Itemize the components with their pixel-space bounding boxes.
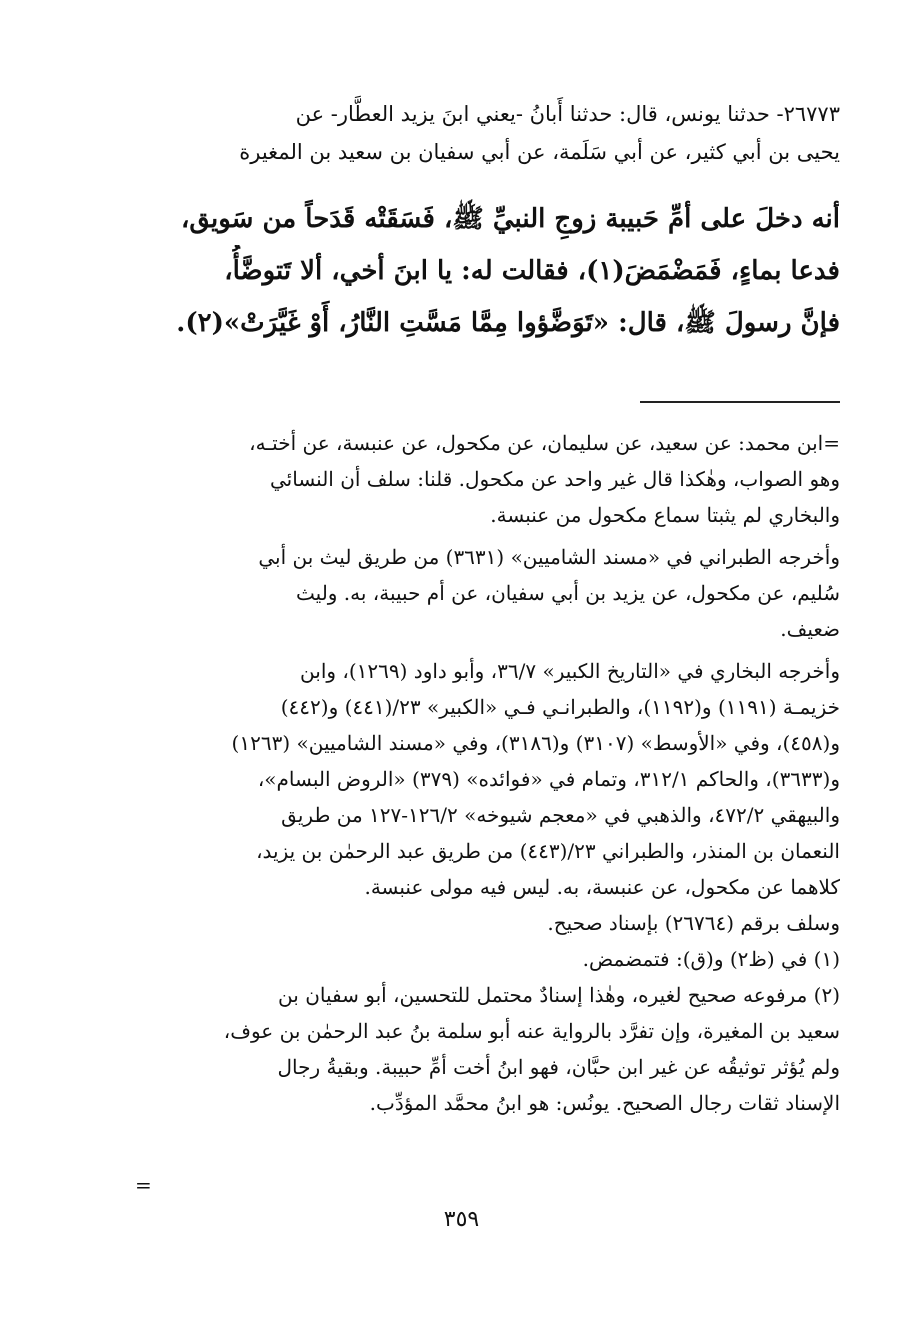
footnote-line: سعيد بن المغيرة، وإن تفرَّد بالرواية عنه أبو سلمة بنُ عبد الرحمٰن بن عوف، [223, 1019, 840, 1043]
footnote-line: وأخرجه البخاري في «التاريخ الكبير» ٣٦/٧، وأبو داود (١٢٦٩)، وابن [300, 659, 840, 683]
footnote-line: كلاهما عن مكحول، عن عنبسة، به. ليس فيه مولى عنبسة. [364, 875, 840, 899]
continuation-mark: = [135, 1173, 152, 1197]
chain-line: ٢٦٧٧٣- حدثنا يونس، قال: حدثنا أَبانُ -يعني ابنَ يزيد العطَّار- عن [295, 102, 840, 126]
footnote-2 [140, 977, 840, 1121]
hadith-text [140, 193, 840, 349]
text-line: فإنَّ رسولَ ﷺ، قال: «تَوَضَّؤوا مِمَّا مَسَّتِ النَّارُ، أَوْ غَيَّرَتْ»(٢). [176, 308, 840, 338]
footnote-paragraph [140, 425, 840, 533]
footnotes [140, 425, 840, 1121]
footnote-line: وهو الصواب، وهٰكذا قال غير واحد عن مكحول. قلنا: سلف أن النسائي [269, 467, 840, 491]
footnote-line: =ابن محمد: عن سعيد، عن سليمان، عن مكحول، عن عنبسة، عن أختـه، [249, 431, 840, 455]
footnote-line: والبيهقي ٤٧٢/٢، والذهبي في «معجم شيوخه» ١٢٦/٢-١٢٧ من طريق [281, 803, 840, 827]
footnote-line: سُليم، عن مكحول، عن يزيد بن أبي سفيان، عن أم حبيبة، به. وليث [296, 581, 840, 605]
footnote-line: (٢) مرفوعه صحيح لغيره، وهٰذا إسنادٌ محتمل للتحسين، أبو سفيان بن [278, 983, 840, 1007]
footnote-line: و(٣٦٣٣)، والحاكم ٣١٢/١، وتمام في «فوائده» (٣٧٩) «الروض البسام»، [257, 767, 840, 791]
footnote-separator [640, 401, 840, 403]
footnote-line: خزيمـة (١١٩١) و(١١٩٢)، والطبرانـي فـي «الكبير» ٢٣/(٤٤١) و(٤٤٢) [280, 695, 840, 719]
footnote-line: النعمان بن المنذر، والطبراني ٢٣/(٤٤٣) من طريق عبد الرحمٰن بن يزيد، [256, 839, 840, 863]
chain-line: يحيى بن أبي كثير، عن أبي سَلَمة، عن أبي سفيان بن سعيد بن المغيرة [239, 140, 840, 164]
footnote-line: الإسناد ثقات رجال الصحيح. يونُس: هو ابنُ محمَّد المؤدِّب. [369, 1091, 840, 1115]
footnote-paragraph [140, 653, 840, 905]
footnote-paragraph [140, 539, 840, 647]
page-number: ٣٥٩ [443, 1207, 480, 1232]
hadith-chain [140, 95, 840, 171]
text-line: فدعا بماءٍ، فَمَضْمَضَ(١)، فقالت له: يا ابنَ أخي، ألا تَتوضَّأُ، [224, 256, 840, 286]
text-line: أنه دخلَ على أمِّ حَبيبة زوجِ النبيِّ ﷺ، فَسَقَتْه قَدَحاً من سَويق، [180, 204, 840, 234]
footnote-line: (١) في (ظ٢) و(ق): فتمضمض. [582, 947, 840, 971]
footnote-line: وسلف برقم (٢٦٧٦٤) بإسناد صحيح. [547, 911, 840, 935]
footnote-line: ولم يُؤثر توثيقُه عن غير ابن حبَّان، فهو ابنُ أخت أمِّ حبيبة. وبقيةُ رجال [277, 1055, 840, 1079]
footnote-line: والبخاري لم يثبتا سماع مكحول من عنبسة. [490, 503, 840, 527]
footnote-1 [140, 941, 840, 977]
footnote-line: و(٤٥٨)، وفي «الأوسط» (٣١٠٧) و(٣١٨٦)، وفي «مسند الشاميين» (١٢٦٣) [231, 731, 840, 755]
footnote-paragraph [140, 905, 840, 941]
footnote-line: ضعيف. [780, 617, 840, 641]
footnote-line: وأخرجه الطبراني في «مسند الشاميين» (٣٦٣١) من طريق ليث بن أبي [258, 545, 840, 569]
